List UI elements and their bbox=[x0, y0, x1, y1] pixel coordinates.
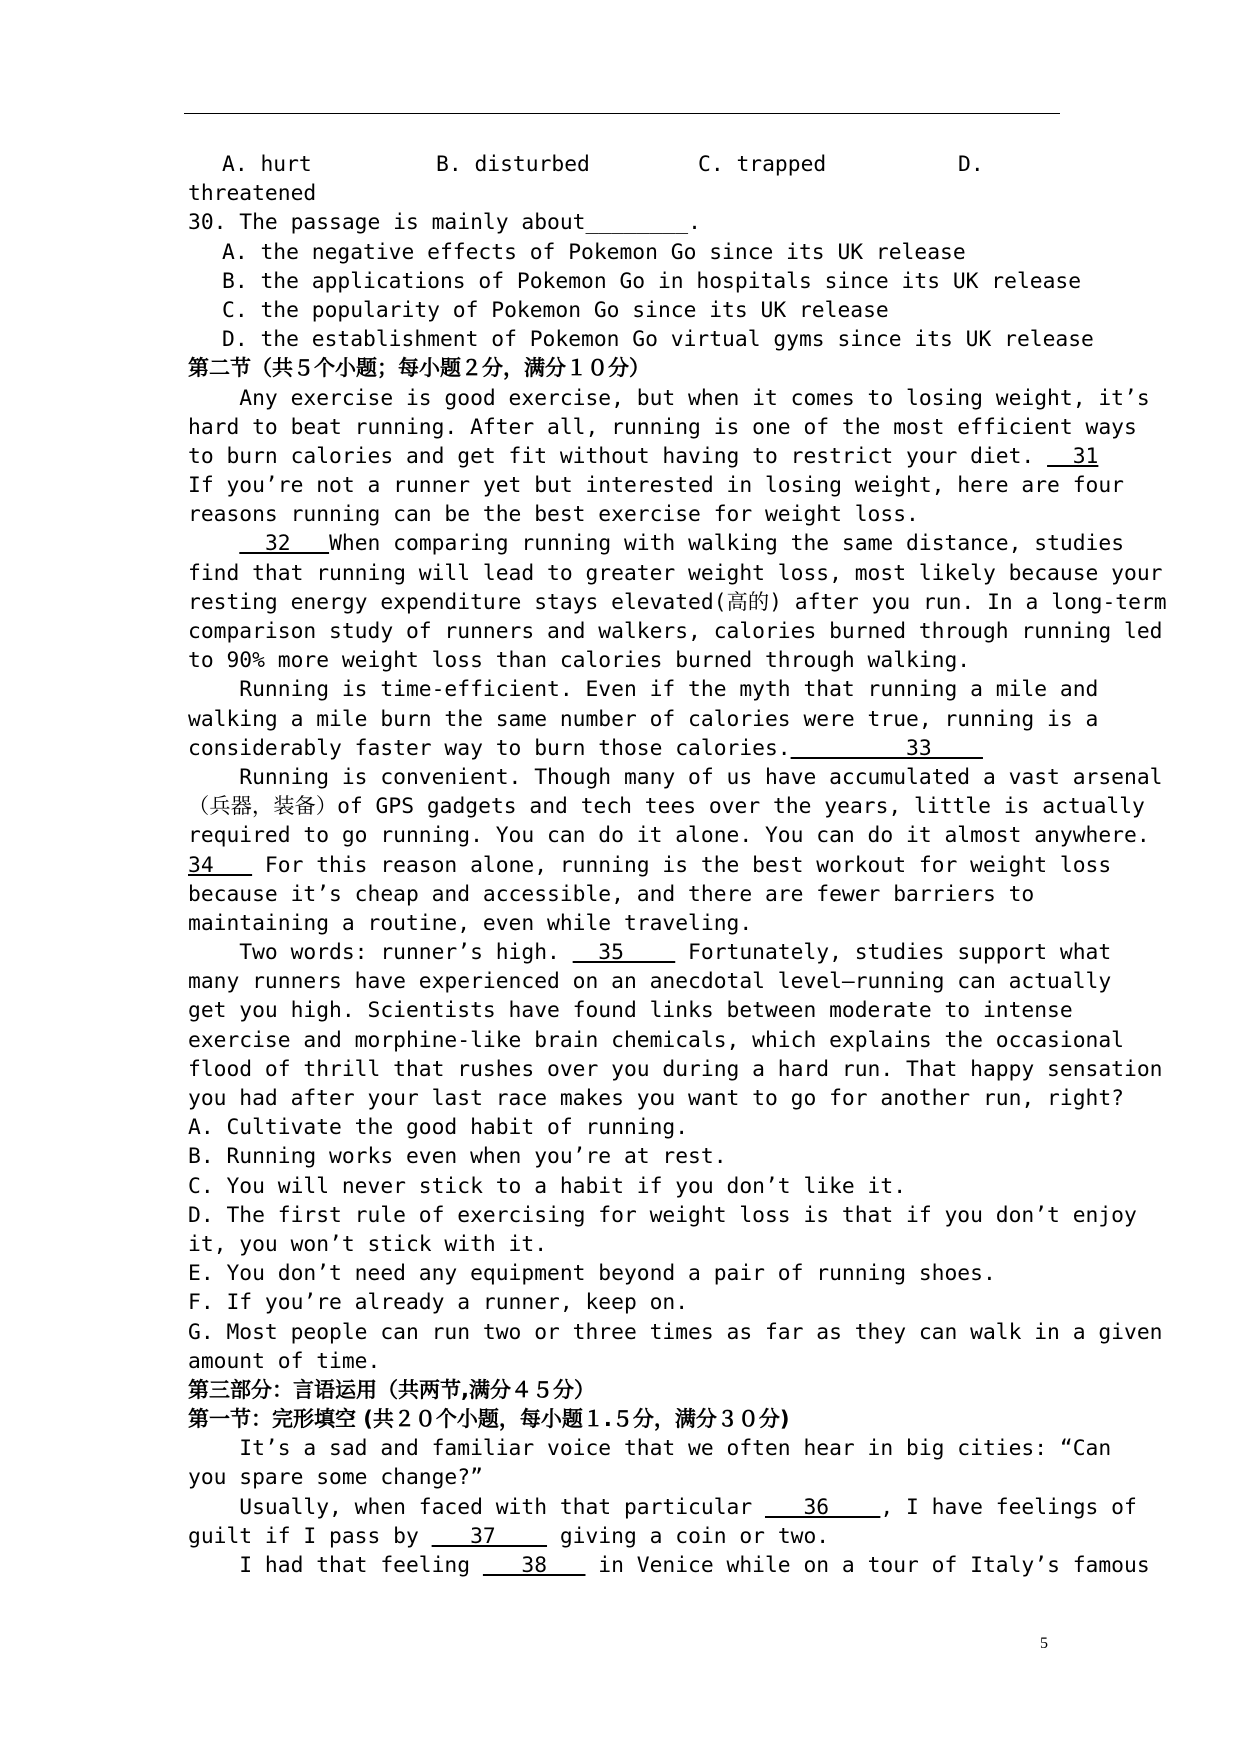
s2-p5-line: Two words: runner’s high. 35 Fortunately, studies support what bbox=[188, 940, 1112, 966]
s2-option-a: A. Cultivate the good habit of running. bbox=[188, 1115, 689, 1141]
blank-35: 35 bbox=[572, 940, 676, 966]
s2-p4-line: Running is convenient. Though many of us have accumulated a vast arsenal bbox=[188, 764, 1163, 790]
s2-p5-line: exercise and morphine-like brain chemicals, which explains the occasional bbox=[188, 1027, 1124, 1053]
q29-options-row bbox=[188, 150, 1058, 179]
s2-p2-line: to 90% more weight loss than calories burned through walking. bbox=[188, 648, 971, 674]
s2-p3-line: Running is time-efficient. Even if the myth that running a mile and bbox=[188, 677, 1099, 703]
blank-38: 38 bbox=[482, 1553, 586, 1578]
q29-option-d: D. bbox=[958, 152, 984, 177]
cloze-line: It’s a sad and familiar voice that we often hear in big cities: “Can bbox=[188, 1436, 1112, 1462]
blank-36: 36 bbox=[764, 1494, 881, 1520]
q30-blank: ________ bbox=[585, 210, 689, 236]
s2-option-g-continued: amount of time. bbox=[188, 1348, 381, 1374]
cloze-line: I had that feeling 38 in Venice while on a tour of Italy’s famous bbox=[188, 1553, 1150, 1578]
blank-32: 32 bbox=[239, 531, 330, 557]
q29-option-c: C. trapped bbox=[698, 152, 827, 177]
s2-option-b: B. Running works even when you’re at rest. bbox=[188, 1144, 727, 1170]
s2-option-g: G. Most people can run two or three times as far as they can walk in a given bbox=[188, 1319, 1163, 1345]
section2-heading: 第二节（共５个小题；每小题２分，满分１０分） bbox=[188, 356, 650, 381]
q30-option-b: B. the applications of Pokemon Go in hospitals since its UK release bbox=[222, 268, 1082, 294]
s2-p5-line: flood of thrill that rushes over you during a hard run. That happy sensation bbox=[188, 1056, 1163, 1082]
s2-p4-line: required to go running. You can do it alone. You can do it almost anywhere. bbox=[188, 823, 1150, 849]
s2-p1-line: Any exercise is good exercise, but when it comes to losing weight, it’s bbox=[188, 385, 1150, 411]
q29-option-a: A. hurt bbox=[222, 152, 312, 177]
s2-p1-line: If you’re not a runner yet but interested in losing weight, here are four bbox=[188, 473, 1124, 499]
s2-option-e: E. You don’t need any equipment beyond a pair of running shoes. bbox=[188, 1261, 996, 1287]
cloze-line: Usually, when faced with that particular 36 , I have feelings of bbox=[188, 1494, 1137, 1520]
s2-p2-line: 32 When comparing running with walking the same distance, studies bbox=[239, 531, 1125, 557]
s2-p4-line: because it’s cheap and accessible, and there are fewer barriers to bbox=[188, 881, 1035, 907]
blank-34: 34 bbox=[188, 852, 253, 878]
s2-p3-line: considerably faster way to burn those calories. 33 bbox=[188, 735, 983, 761]
s2-p1-line: reasons running can be the best exercise for weight loss. bbox=[188, 502, 919, 528]
s2-p1-line: hard to beat running. After all, running is one of the most efficient ways bbox=[188, 414, 1137, 440]
part3-heading: 第三部分：言语运用（共两节,满分４５分） bbox=[188, 1377, 595, 1402]
page-number: 5 bbox=[1040, 1635, 1048, 1652]
s2-option-f: F. If you’re already a runner, keep on. bbox=[188, 1290, 689, 1316]
s2-p4-line: 34 For this reason alone, running is the best workout for weight loss bbox=[188, 852, 1112, 878]
s2-p2-line: resting energy expenditure stays elevated(高的) after you run. In a long-term bbox=[188, 589, 1167, 615]
s2-option-d-continued: it, you won’t stick with it. bbox=[188, 1231, 548, 1257]
q30-option-d: D. the establishment of Pokemon Go virtual gyms since its UK release bbox=[222, 327, 1094, 353]
blank-37: 37 bbox=[431, 1523, 548, 1549]
s2-p5-line: many runners have experienced on an anecdotal level—running can actually bbox=[188, 969, 1112, 995]
q29-option-b: B. disturbed bbox=[436, 152, 590, 177]
q30-option-c: C. the popularity of Pokemon Go since its UK release bbox=[222, 297, 889, 323]
q29-option-d-continued: threatened bbox=[188, 181, 317, 207]
s2-option-c: C. You will never stick to a habit if you don’t like it. bbox=[188, 1173, 907, 1199]
blank-31: 31 bbox=[1047, 443, 1099, 469]
s2-p2-line: find that running will lead to greater weight loss, most likely because your bbox=[188, 560, 1163, 586]
s2-p4-line: maintaining a routine, even while traveling. bbox=[188, 910, 753, 936]
q30-option-a: A. the negative effects of Pokemon Go since its UK release bbox=[222, 239, 966, 265]
s2-p2-line: comparison study of runners and walkers, calories burned through running led bbox=[188, 619, 1163, 644]
header-rule bbox=[184, 113, 1060, 114]
s2-option-d: D. The first rule of exercising for weight loss is that if you don’t enjoy bbox=[188, 1202, 1137, 1228]
blank-33: 33 bbox=[790, 735, 983, 761]
s2-p1-line: to burn calories and get fit without having to restrict your diet. 31 bbox=[188, 443, 1099, 469]
cloze-line: guilt if I pass by 37 giving a coin or two. bbox=[188, 1523, 830, 1549]
s2-p5-line: get you high. Scientists have found links between moderate to intense bbox=[188, 998, 1073, 1024]
s2-p5-line: you had after your last race makes you want to go for another run, right? bbox=[188, 1086, 1124, 1111]
s2-p3-line: walking a mile burn the same number of calories were true, running is a bbox=[188, 706, 1099, 732]
s2-p4-line: （兵器，装备）of GPS gadgets and tech tees over the years, little is actually bbox=[188, 794, 1145, 820]
q30-stem: 30. The passage is mainly about________. bbox=[188, 210, 701, 236]
part3-section1-heading: 第一节：完形填空 (共２０个小题，每小题１.５分，满分３０分) bbox=[188, 1407, 790, 1432]
cloze-line: you spare some change?” bbox=[188, 1465, 483, 1491]
page-content bbox=[188, 150, 1167, 1580]
